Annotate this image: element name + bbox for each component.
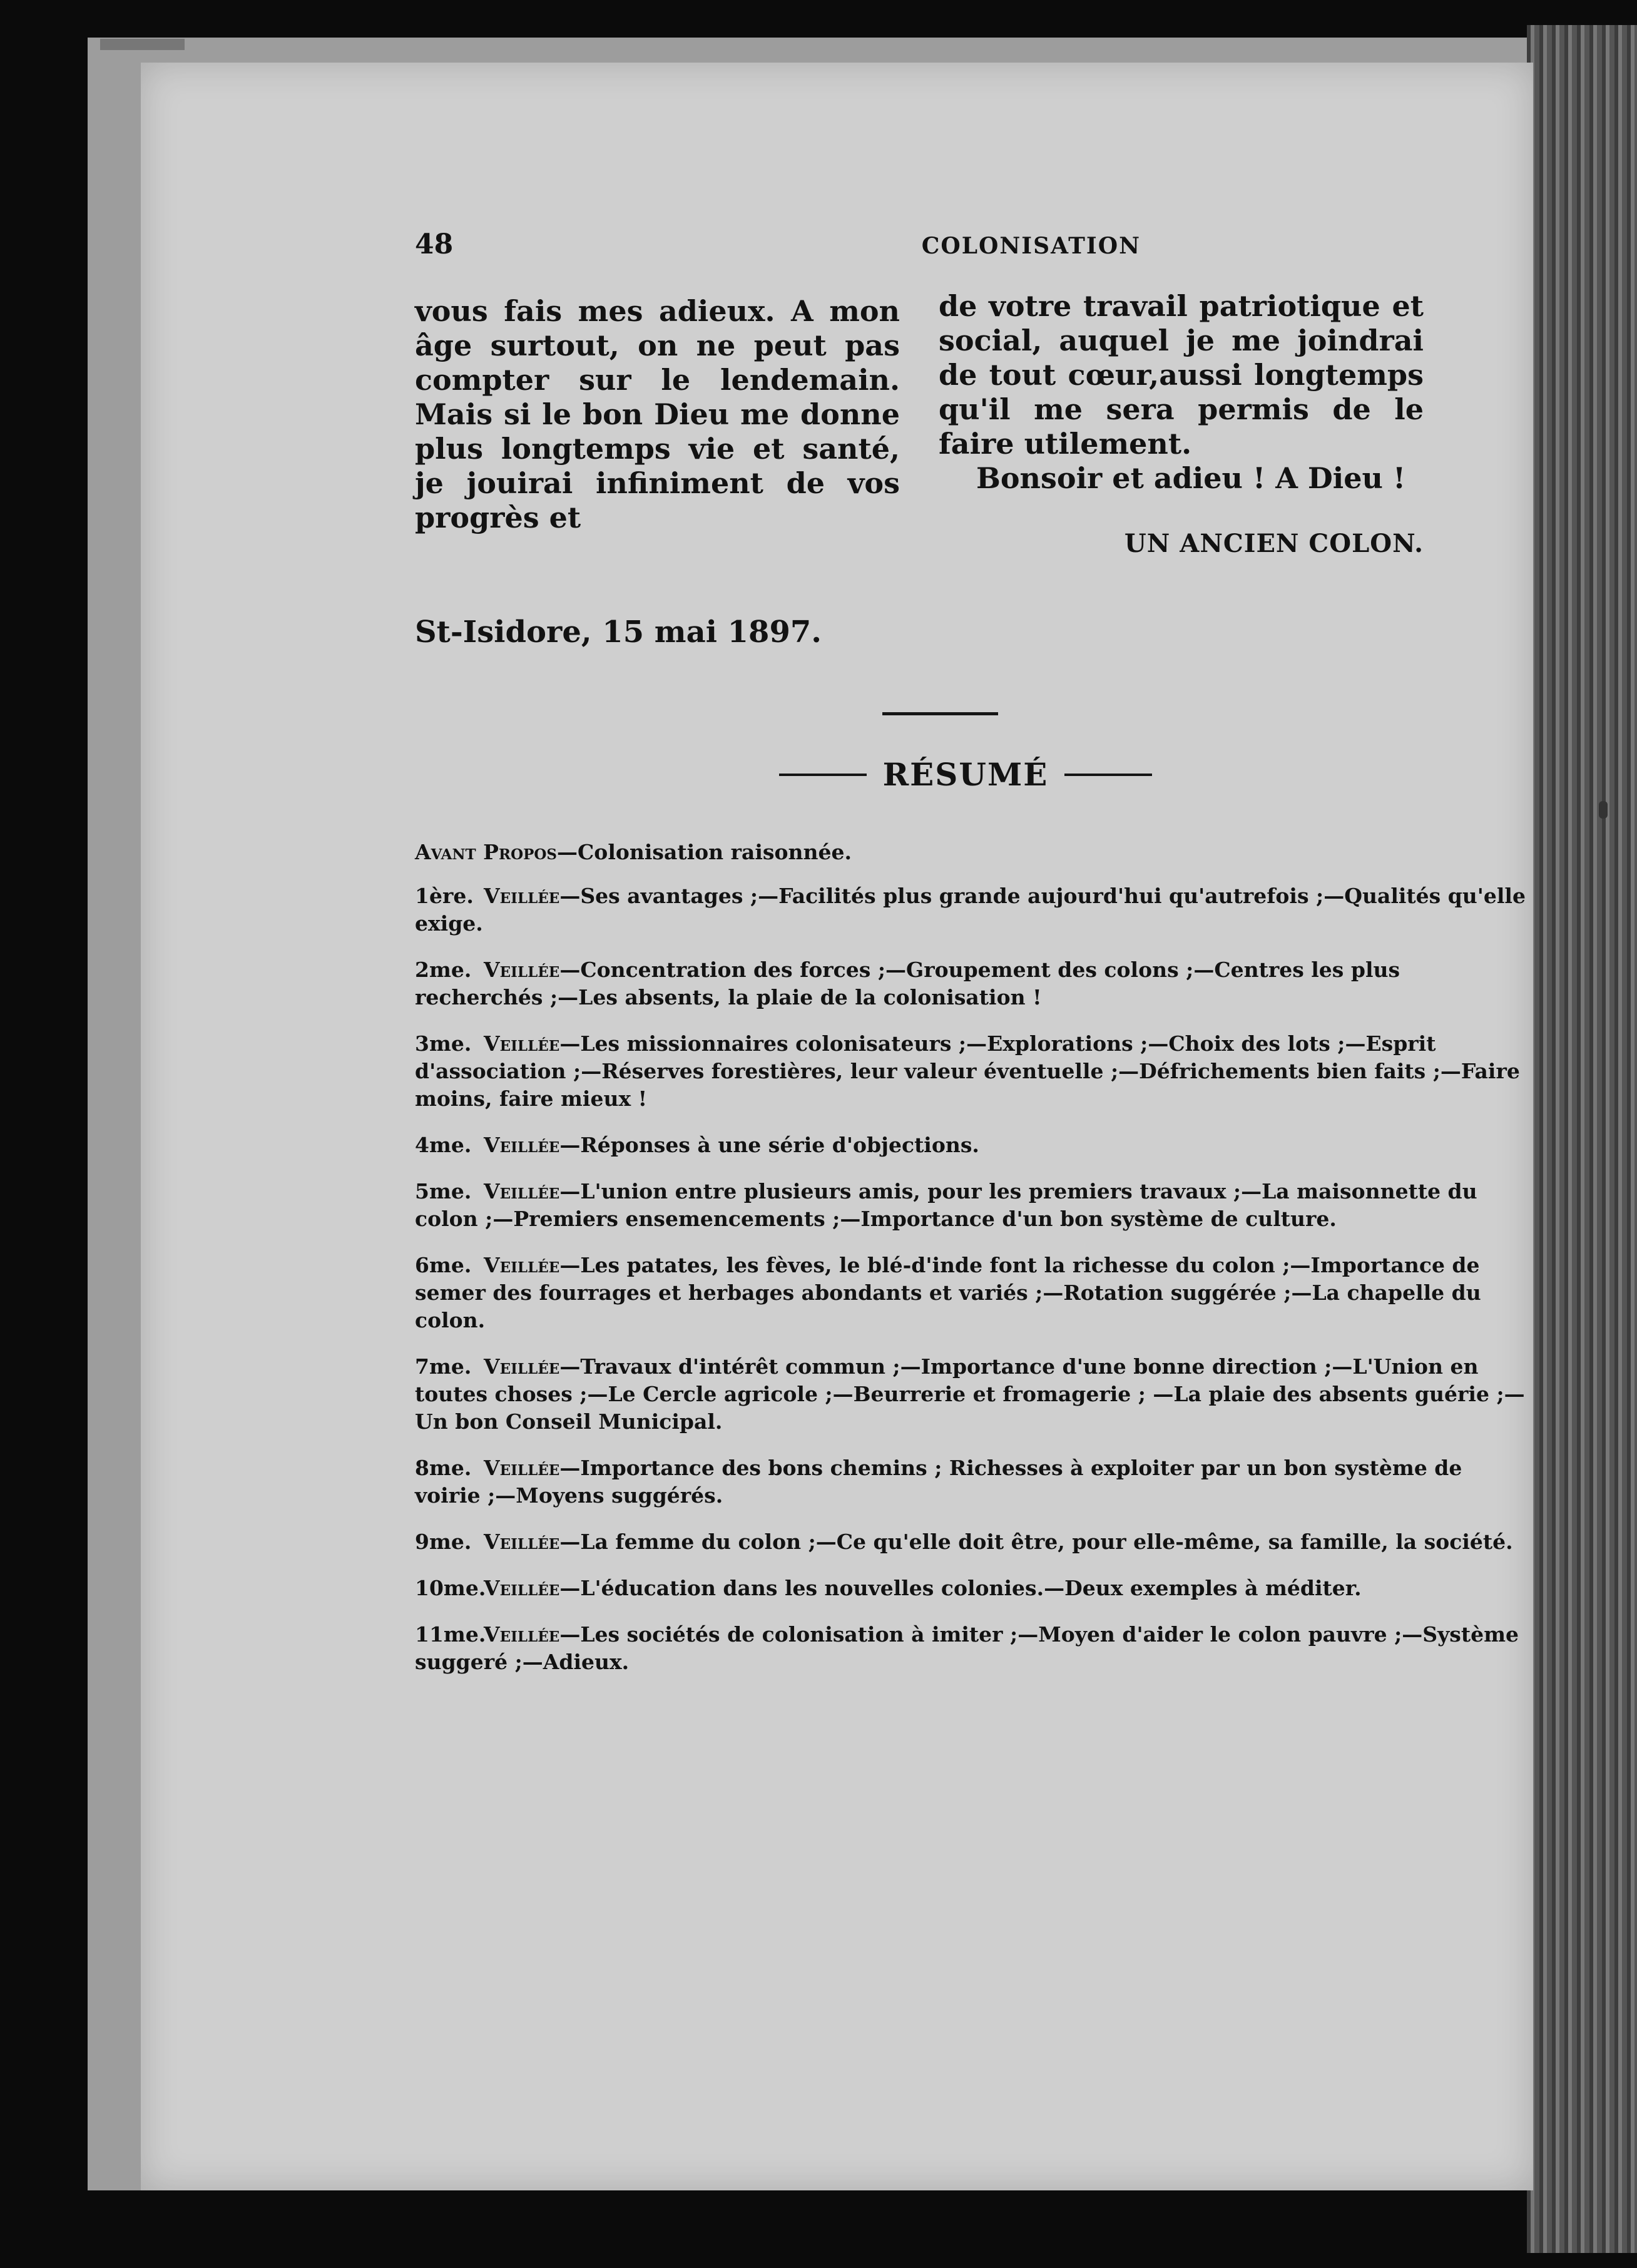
entry-text: —Réponses à une série d'objections. [559, 1133, 979, 1157]
entry-text: —L'éducation dans les nouvelles colonies.—Deux exemples à méditer. [559, 1576, 1362, 1600]
entry-number: 8me. [415, 1456, 472, 1480]
ink-spot [1599, 801, 1608, 819]
entry-number: 6me. [415, 1253, 472, 1277]
entry-label: Veillée [484, 884, 560, 908]
entry-number: 1ère. [415, 884, 474, 908]
entry-number: 7me. [415, 1354, 472, 1379]
entry-number: 5me. [415, 1179, 472, 1203]
resume-title: RÉSUMÉ [882, 756, 1049, 793]
entry-text: —Les patates, les fèves, le blé-d'inde font la richesse du colon ;—Importance de semer des fourrages et herbages abondants et variés ;—Rotation suggérée ;—La chapelle du colon. [415, 1253, 1481, 1332]
resume-entry [415, 1252, 1529, 1334]
resume-entry [415, 1621, 1529, 1676]
resume-entry [415, 1178, 1529, 1233]
resume-entry [415, 1528, 1529, 1556]
entry-number: 2me. [415, 958, 472, 982]
entry-text: —La femme du colon ;—Ce qu'elle doit être, pour elle-même, sa famille, la société. [559, 1530, 1513, 1554]
letter-left-column [415, 294, 900, 535]
entry-label: Veillée [484, 1179, 560, 1203]
entry-label: Veillée [484, 1253, 560, 1277]
entry-text: —Les missionnaires colonisateurs ;—Explorations ;—Choix des lots ;—Esprit d'association ;—Réserves forestières, leur valeur éventuelle ;—Défrichements bien faits ;—Faire moins, faire mieux ! [415, 1031, 1520, 1111]
resume-entry [415, 956, 1529, 1011]
entry-label: Veillée [484, 1622, 560, 1647]
entry-label: Veillée [484, 1530, 560, 1554]
entry-label: Veillée [484, 958, 560, 982]
entry-number: 9me. [415, 1530, 472, 1554]
letter-right-column [939, 289, 1424, 496]
entry-label: Veillée [484, 1456, 560, 1480]
place-date: St-Isidore, 15 mai 1897. [415, 615, 822, 650]
entry-text: —Colonisation raisonnée. [557, 840, 852, 864]
section-separator [882, 712, 998, 715]
entry-label: Veillée [484, 1354, 560, 1379]
resume-entry [415, 1575, 1529, 1602]
resume-entry [415, 1454, 1529, 1509]
entry-text: —Concentration des forces ;—Groupement des colons ;—Centres les plus recherchés ;—Les absents, la plaie de la colonisation ! [415, 958, 1400, 1009]
entry-label: Veillée [484, 1031, 560, 1056]
resume-entry [415, 1353, 1529, 1436]
entry-text: —Importance des bons chemins ; Richesses à exploiter par un bon système de voirie ;—Moyens suggérés. [415, 1456, 1462, 1508]
running-head [415, 228, 1516, 260]
resume-heading [415, 756, 1516, 793]
resume-entry [415, 1131, 1529, 1159]
resume-entry-avant-propos [415, 839, 1529, 866]
page-number: 48 [415, 228, 454, 260]
heading-dash-left [779, 774, 867, 776]
entry-number: 3me. [415, 1031, 472, 1056]
resume-entries [415, 839, 1529, 1695]
letter-left-paragraph: vous fais mes adieux. A mon âge surtout, on ne peut pas compter sur le lendemain. Mais si le bon Dieu me donne plus longtemps vie et santé, je jouirai infiniment de vos progrès et [415, 294, 900, 534]
entry-text: —Travaux d'intérêt commun ;—Importance d'une bonne direction ;—L'Union en toutes choses ;—Le Cercle agricole ;—Beurrerie et fromagerie ; —La plaie des absents guérie ;—Un bon Conseil Municipal. [415, 1354, 1525, 1434]
letter-right-paragraph: de votre travail patriotique et social, auquel je me joindrai de tout cœur,aussi longtemps qu'il me sera permis de le faire utilement. [939, 289, 1424, 461]
entry-text: —Les sociétés de colonisation à imiter ;—Moyen d'aider le colon pauvre ;—Système suggeré ;—Adieux. [415, 1622, 1519, 1674]
resume-entry [415, 1030, 1529, 1113]
entry-label: Veillée [484, 1133, 560, 1157]
entry-number: 4me. [415, 1133, 472, 1157]
entry-number: 11me. [415, 1622, 486, 1647]
page-top-edge [100, 39, 185, 50]
heading-dash-right [1064, 774, 1152, 776]
running-title: COLONISATION [921, 233, 1141, 259]
entry-number: 10me. [415, 1576, 486, 1600]
entry-text: —L'union entre plusieurs amis, pour les premiers travaux ;—La maisonnette du colon ;—Premiers ensemencements ;—Importance d'un bon système de culture. [415, 1179, 1477, 1231]
page [141, 63, 1533, 2190]
book-right-edge [1527, 25, 1637, 2253]
entry-label: Avant Propos [415, 840, 558, 864]
entry-label: Veillée [484, 1576, 560, 1600]
letter-signature: UN ANCIEN COLON. [1124, 529, 1424, 558]
resume-entry [415, 882, 1529, 937]
letter-farewell: Bonsoir et adieu ! A Dieu ! [976, 461, 1406, 495]
entry-text: —Ses avantages ;—Facilités plus grande aujourd'hui qu'autrefois ;—Qualités qu'elle exige. [415, 884, 1526, 936]
